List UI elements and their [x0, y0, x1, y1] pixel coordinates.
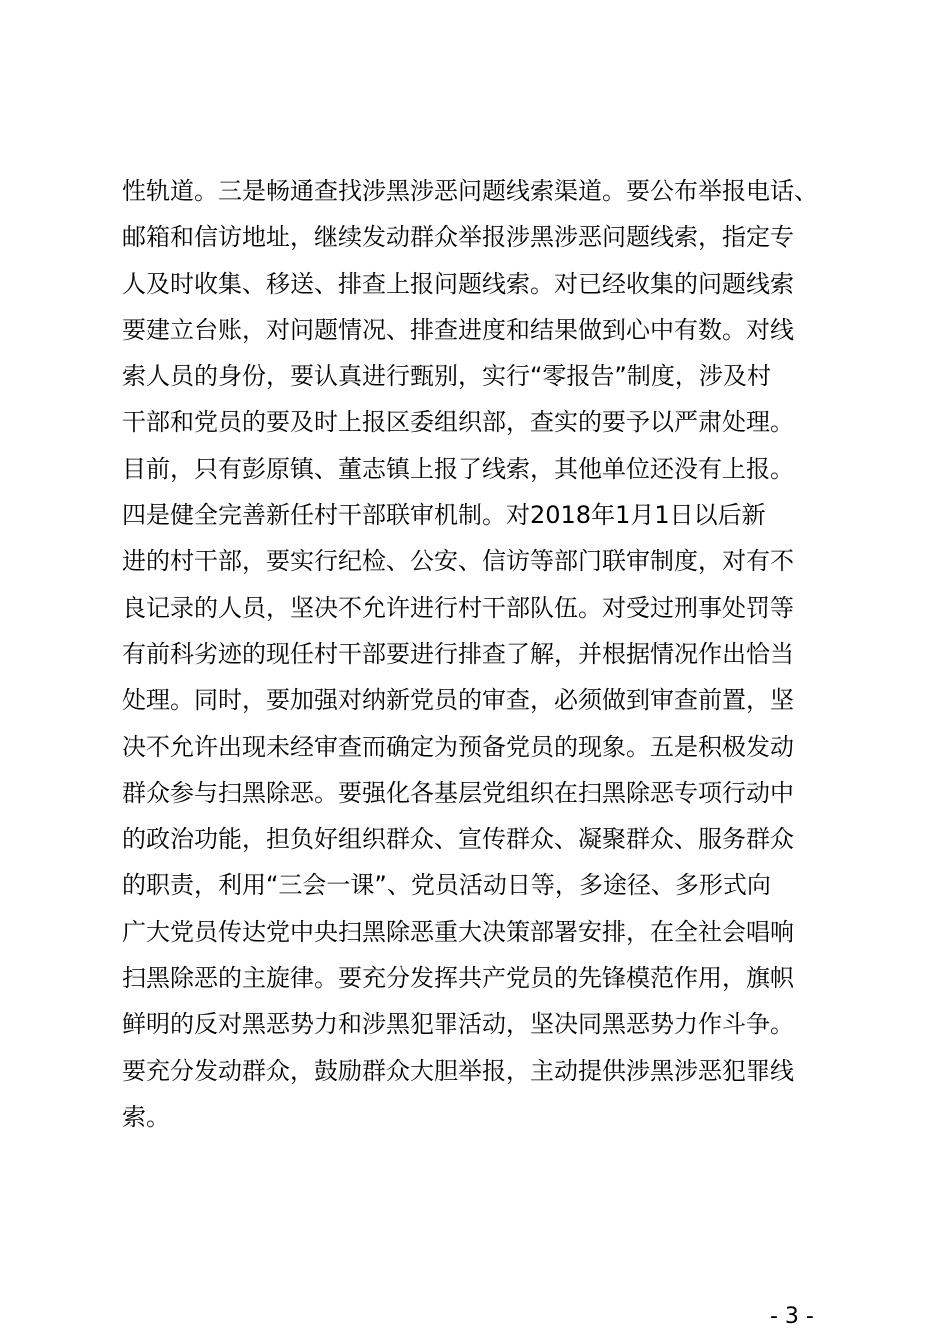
text-line: 良记录的人员，坚决不允许进行村干部队伍。对受过刑事处罚等 [122, 593, 794, 622]
text-line: 要充分发动群众，鼓励群众大胆举报，主动提供涉黑涉恶犯罪线 [122, 1056, 794, 1085]
text-line: 处理。同时，要加强对纳新党员的审查，必须做到审查前置，坚 [122, 686, 794, 715]
text-line: 索。 [122, 1102, 170, 1131]
text-line: 扫黑除恶的主旋律。要充分发挥共产党员的先锋模范作用，旗帜 [122, 964, 794, 993]
text-line: 的职责，利用“三会一课”、党员活动日等，多途径、多形式向 [122, 871, 771, 900]
text-line: 广大党员传达党中央扫黑除恶重大决策部署安排，在全社会唱响 [122, 917, 794, 946]
text-line: 人及时收集、移送、排查上报问题线索。对已经收集的问题线索 [122, 269, 794, 298]
text-line: 性轨道。三是畅通查找涉黑涉恶问题线索渠道。要公布举报电话、 [122, 177, 818, 205]
text-line: 有前科劣迹的现任村干部要进行排查了解，并根据情况作出恰当 [122, 639, 794, 668]
text-line: 的政治功能，担负好组织群众、宣传群众、凝聚群众、服务群众 [122, 825, 794, 854]
text-line: 干部和党员的要及时上报区委组织部，查实的要予以严肃处理。 [122, 408, 794, 437]
text-line: 目前，只有彭原镇、董志镇上报了线索，其他单位还没有上报。 [122, 454, 794, 483]
text-line: 决不允许出现未经审查而确定为预备党员的现象。五是积极发动 [122, 732, 794, 761]
text-line: 要建立台账，对问题情况、排查进度和结果做到心中有数。对线 [122, 315, 794, 344]
text-line: 四是健全完善新任村干部联审机制。对2018年1月1日以后新 [122, 501, 766, 530]
text-line: 索人员的身份，要认真进行甄别，实行“零报告”制度，涉及村 [122, 362, 771, 391]
text-line: 鲜明的反对黑恶势力和涉黑犯罪活动，坚决同黑恶势力作斗争。 [122, 1010, 794, 1039]
text-line: 邮箱和信访地址，继续发动群众举报涉黑涉恶问题线索，指定专 [122, 223, 794, 252]
text-line: 进的村干部，要实行纪检、公安、信访等部门联审制度，对有不 [122, 547, 794, 576]
page-number: - 3 - [770, 1304, 814, 1329]
body-paragraph [122, 168, 842, 1140]
text-line: 群众参与扫黑除恶。要强化各基层党组织在扫黑除恶专项行动中 [122, 778, 794, 807]
